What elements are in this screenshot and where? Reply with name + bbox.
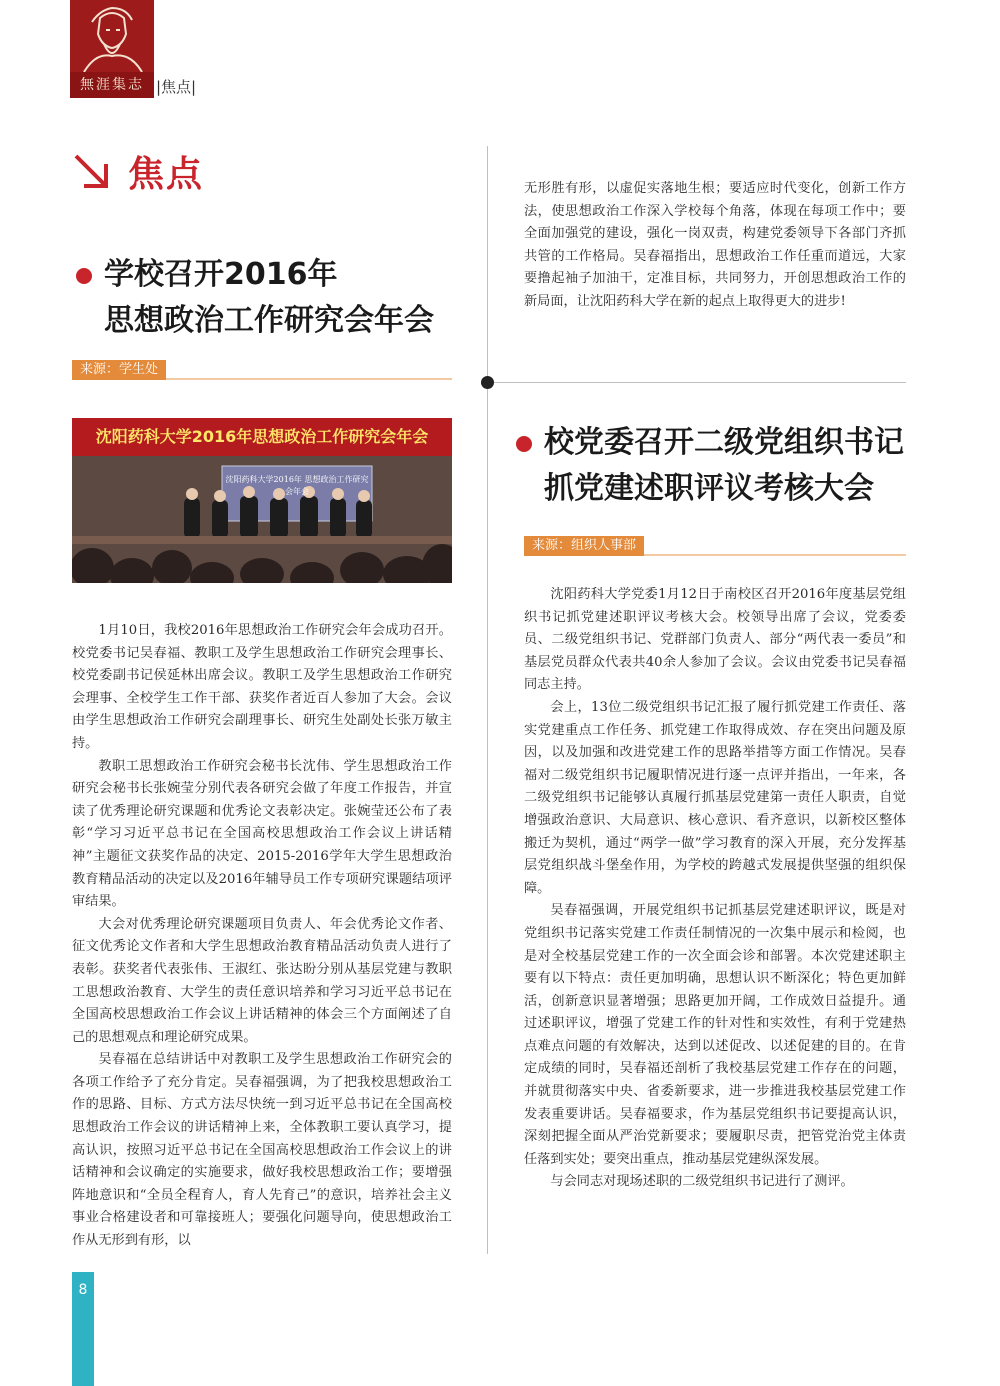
separator-dot-icon — [481, 376, 494, 389]
portrait-icon — [70, 0, 154, 72]
article2-paragraph: 沈阳药科大学党委1月12日于南校区召开2016年度基层党组织书记抓党建述职评议考核大会。校领导出席了会议，党委委员、二级党组织书记、党群部门负责人、部分“两代表一委员”和基层党员群众代表共40余人参加了会议。会议由党委书记吴春福同志主持。 — [524, 587, 906, 693]
article2-paragraph: 会上，13位二级党组织书记汇报了履行抓党建工作责任、落实党建重点工作任务、抓党建工作取得成效、存在突出问题及原因，以及加强和改进党建工作的思路举措等方面工作情况。吴春福对二级党组织书记履职情况进行逐一点评并指出，一年来，各二级党组织书记能够认真履行抓基层党建第一责任人职责，自觉增强政治意识、大局意识、核心意识、看齐意识，以新校区整体搬迁为契机，通过“两学一做”学习教育的深入开展，充分发挥基层党组织战斗堡垒作用，为学校的跨越式发展提供坚强的组织保障。 — [524, 699, 906, 896]
article1-paragraph: 1月10日，我校2016年思想政治工作研究会年会成功召开。校党委书记吴春福、教职工及学生思想政治工作研究会理事长、校党委副书记侯延林出席会议。教职工及学生思想政治工作研究会理事、全校学生工作干部、获奖作者近百人参加了大会。会议由学生思想政治工作研究会副理事长、研究生处副处长张万敏主持。 — [72, 623, 452, 751]
logo-text: 無涯集志 — [70, 72, 154, 98]
title-bullet-icon — [76, 268, 92, 284]
column-divider — [487, 146, 488, 1254]
arrow-down-right-icon — [72, 152, 112, 192]
article1-title-line2: 思想政治工作研究会年会 — [104, 303, 434, 338]
article2-paragraph: 与会同志对现场述职的二级党组织书记进行了测评。 — [550, 1174, 854, 1190]
photo-banner: 沈阳药科大学2016年思想政治工作研究会年会 — [72, 418, 452, 456]
article1-continuation — [524, 178, 906, 314]
magazine-logo — [70, 0, 154, 98]
article2-title-line1: 校党委召开二级党组织书记 — [544, 425, 904, 460]
article2-source-tag: 来源：组织人事部 — [524, 536, 644, 556]
article1-body — [72, 620, 452, 1253]
article1-continuation-text: 无形胜有形，以虚促实落地生根；要适应时代变化，创新工作方法，使思想政治工作深入学校每个角落，体现在每项工作中；要全面加强党的建设，强化一岗双责，构建党委领导下各部门齐抓共管的工作格局。吴春福指出，思想政治工作任重而道远，大家要撸起袖子加油干，定准目标，共同努力，开创思想政治工作的新局面，让沈阳药科大学在新的起点上取得更大的进步! — [524, 181, 906, 309]
article1-title-line1: 学校召开2016年 — [104, 257, 338, 292]
article1-paragraph: 教职工思想政治工作研究会秘书长沈伟、学生思想政治工作研究会秘书长张婉莹分别代表各研究会做了年度工作报告，并宣读了优秀理论研究课题和优秀论文表彰决定。张婉莹还公布了表彰“学习习近平总书记在全国高校思想政治工作会议上讲话精神”主题征文获奖作品的决定、2015-2016学年大学生思想政治教育精品活动的决定以及2016年辅导员工作专项研究课题结项评审结果。 — [72, 758, 452, 910]
photo-screen-text: 沈阳药科大学2016年 思想政治工作研究会年会 — [225, 475, 369, 496]
event-photo — [72, 418, 452, 583]
article-separator — [494, 382, 906, 383]
article2-body — [524, 584, 906, 1194]
title-bullet-icon — [516, 436, 532, 452]
article2-paragraph: 吴春福强调，开展党组织书记抓基层党建述职评议，既是对党组织书记落实党建工作责任制情况的一次集中展示和检阅，也是对全校基层党建工作的一次全面会诊和部署。本次党建述职主要有以下特点：责任更加明确，思想认识不断深化；特色更加鲜活，创新意识显著增强；思路更加开阔，工作成效日益提升。通过述职评议，增强了党建工作的针对性和实效性，有利于党建热点难点问题的有效解决，达到以述促改、以述促建的目的。在肯定成绩的同时，吴春福还剖析了我校基层党建工作存在的问题，并就贯彻落实中央、省委新要求，进一步推进我校基层党建工作发表重要讲话。吴春福要求，作为基层党组织书记要提高认识，深刻把握全面从严治党新要求；要履职尽责，把管党治党主体责任落到实处；要突出重点，推动基层党建纵深发展。 — [524, 903, 906, 1167]
article1-paragraph: 大会对优秀理论研究课题项目负责人、年会优秀论文作者、征文优秀论文作者和大学生思想政治教育精品活动负责人进行了表彰。获奖者代表张伟、王淑红、张达盼分别从基层党建与教职工思想政治教育、大学生的责任意识培养和学习习近平总书记在全国高校思想政治工作会议上讲话精神的体会三个方面阐述了自己的思想观点和理论研究成果。 — [72, 916, 452, 1045]
focus-title: 焦点 — [128, 154, 205, 195]
page-number: 8 — [78, 1282, 88, 1298]
article2-title-line2: 抓党建述职评议考核大会 — [544, 471, 874, 506]
article1-paragraph: 吴春福在总结讲话中对教职工及学生思想政治工作研究会的各项工作给予了充分肯定。吴春福强调，为了把我校思想政治工作的思路、目标、方式方法尽快统一到习近平总书记在全国高校思想政治工作会议的讲话精神上来，全体教职工要认真学习，提高认识，按照习近平总书记在全国高校思想政治工作会议上的讲话精神和会议确定的实施要求，做好我校思想政治工作；要增强阵地意识和“全员全程育人，育人先育己”的意识，培养社会主义事业合格建设者和可靠接班人；要强化问题导向，使思想政治工作从无形到有形，以 — [72, 1052, 452, 1249]
section-header-tag: |焦点| — [156, 78, 197, 96]
article1-source-tag: 来源：学生处 — [72, 360, 166, 380]
